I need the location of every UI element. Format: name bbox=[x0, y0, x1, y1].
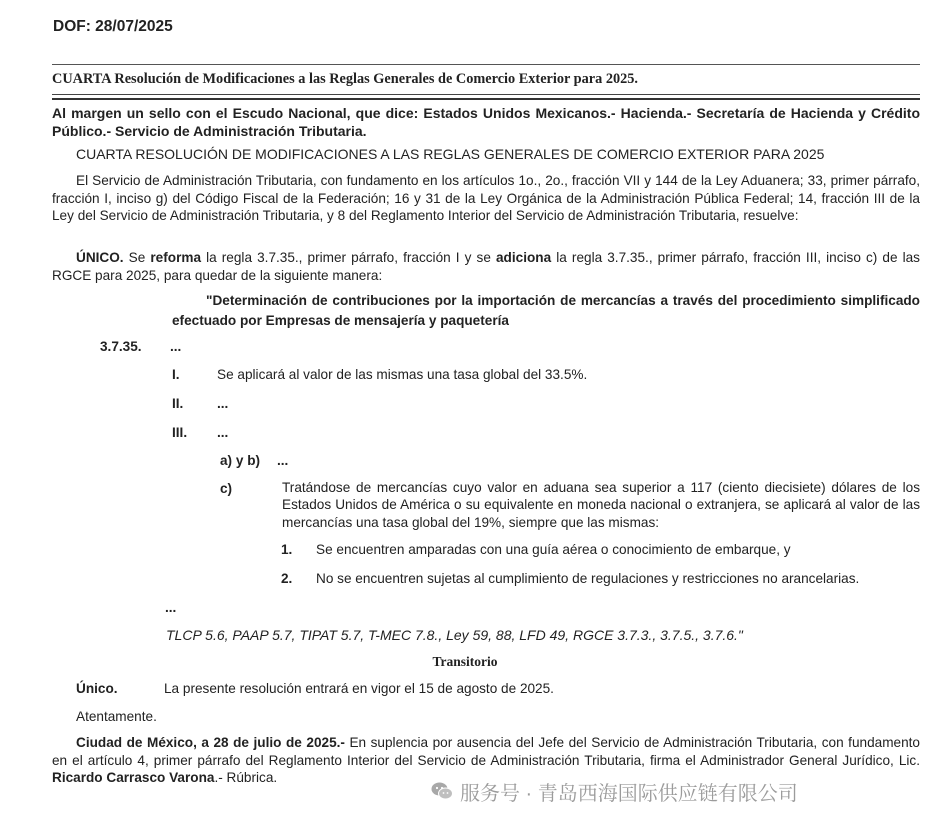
wechat-icon bbox=[430, 779, 454, 803]
document-title: CUARTA Resolución de Modificaciones a las Reglas Generales de Comercio Exterior para 2025. bbox=[52, 71, 638, 87]
closing-ellipsis: ... bbox=[165, 600, 177, 615]
fraction-label: II. bbox=[172, 396, 184, 411]
watermark-text: 服务号 · 青岛西海国际供应链有限公司 bbox=[460, 783, 798, 805]
legal-references: TLCP 5.6, PAAP 5.7, TIPAT 5.7, T-MEC 7.8., Ley 59, 88, LFD 49, RGCE 3.7.3., 3.7.5., 3.7.6." bbox=[166, 627, 743, 643]
fraction-text: Se aplicará al valor de las mismas una tasa global del 33.5%. bbox=[217, 367, 588, 382]
fraction-text: ... bbox=[217, 396, 229, 411]
unico-text: la regla 3.7.35., primer párrafo, fracción III, inciso c) de las RGCE para 2025, para quedar de la siguiente manera: bbox=[52, 250, 920, 283]
unico-text: la regla 3.7.35., primer párrafo, fracción I y se bbox=[201, 250, 496, 265]
inciso-ab-text: ... bbox=[277, 453, 289, 468]
resolution-heading: CUARTA RESOLUCIÓN DE MODIFICACIONES A LAS REGLAS GENERALES DE COMERCIO EXTERIOR PARA 2025 bbox=[76, 146, 825, 162]
divider bbox=[52, 64, 920, 65]
signer-name: Ricardo Carrasco Varona bbox=[52, 770, 215, 785]
signature-body: En suplencia por ausencia del Jefe del Servicio de Administración Tributaria, con fundamento en el artículo 4, primer párrafo del Reglamento Interior del Servicio de Administración Tributaria, firma el Administrador General Jurídico, Lic. bbox=[52, 735, 920, 768]
inciso-c-text: Tratándose de mercancías cuyo valor en aduana sea superior a 117 (ciento diecisiete) dólares de los Estados Unidos de América o su equivalente en moneda nacional o extranjera, se aplicará al valor de las mercancías una tasa global del 19%, siempre que las mismas: bbox=[282, 480, 920, 530]
unico-adiciona: adiciona bbox=[496, 250, 552, 265]
fraction-text: ... bbox=[217, 425, 229, 440]
numbered-label: 1. bbox=[281, 542, 293, 557]
numbered-label: 2. bbox=[281, 571, 293, 586]
transitorio-label: Único. bbox=[76, 681, 118, 696]
fraction-label: I. bbox=[172, 367, 180, 382]
transitorio-heading: Transitorio bbox=[432, 654, 498, 669]
rule-number: 3.7.35. bbox=[100, 339, 142, 354]
signature-end: .- Rúbrica. bbox=[214, 770, 278, 785]
unico-paragraph bbox=[52, 249, 920, 284]
numbered-text: No se encuentren sujetas al cumplimiento de regulaciones y restricciones no arancelarias. bbox=[316, 571, 860, 586]
transitorio-text: La presente resolución entrará en vigor el 15 de agosto de 2025. bbox=[164, 681, 554, 696]
preamble-paragraph: El Servicio de Administración Tributaria, con fundamento en los artículos 1o., 2o., fracción VII y 144 de la Ley Aduanera; 33, primer párrafo, fracción I, inciso g) del Código Fiscal de la Federación; 16 y 31 de la Ley Orgánica de la Administración Pública Federal; 14, fracción III de la Ley del Servicio de Administración Tributaria, y 8 del Reglamento Interior del Servicio de Administración Tributaria, resuelve: bbox=[52, 173, 920, 223]
rule-title: "Determinación de contribuciones por la importación de mercancías a través del procedimiento simplificado efectuado por Empresas de mensajería y paquetería bbox=[172, 293, 920, 328]
watermark bbox=[430, 775, 930, 815]
fraction-label: III. bbox=[172, 425, 188, 440]
inciso-c-label: c) bbox=[220, 481, 233, 496]
signature-place-date: Ciudad de México, a 28 de julio de 2025.- bbox=[76, 735, 345, 750]
unico-reforma: reforma bbox=[150, 250, 202, 265]
numbered-text: Se encuentren amparadas con una guía aérea o conocimiento de embarque, y bbox=[316, 542, 791, 557]
unico-label: ÚNICO. bbox=[76, 250, 124, 265]
closing-salutation: Atentamente. bbox=[76, 709, 157, 724]
divider bbox=[52, 98, 920, 100]
dof-date: DOF: 28/07/2025 bbox=[53, 18, 173, 35]
divider bbox=[52, 94, 920, 95]
unico-text: Se bbox=[123, 250, 151, 265]
inciso-ab-label: a) y b) bbox=[220, 453, 261, 468]
margin-note: Al margen un sello con el Escudo Nacional, que dice: Estados Unidos Mexicanos.- Hacienda.- Secretaría de Hacienda y Crédito Público.- Servicio de Administración Tributaria. bbox=[52, 105, 920, 139]
rule-ellipsis: ... bbox=[170, 339, 182, 354]
